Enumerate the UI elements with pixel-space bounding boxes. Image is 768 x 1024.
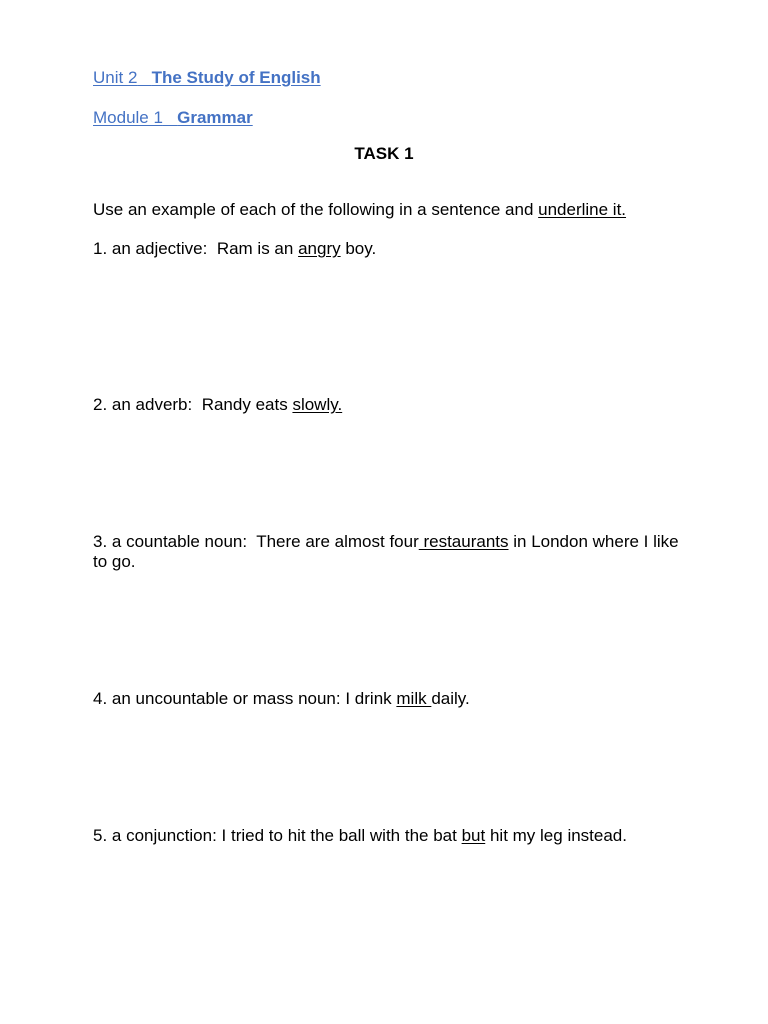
item-label: 3. a countable noun: (93, 532, 248, 551)
item-label: 5. a conjunction: (93, 826, 217, 845)
item-countable-noun (93, 532, 683, 572)
item-before: Randy eats (201, 395, 288, 414)
unit-link[interactable] (93, 68, 321, 87)
item-after: in London where I like to go. (93, 532, 679, 571)
module-prefix: Module 1 (93, 108, 163, 127)
item-underlined: restaurants (418, 532, 509, 551)
item-underlined: slowly. (292, 395, 343, 414)
item-uncountable-noun (93, 689, 470, 709)
item-before: There are almost four (256, 532, 419, 551)
item-after: hit my leg instead. (489, 826, 627, 845)
item-before: Ram is an (216, 239, 294, 258)
item-after: daily. (431, 689, 470, 708)
item-underlined: but (461, 826, 486, 845)
item-before: I tried to hit the ball with the bat (221, 826, 457, 845)
task-title: TASK 1 (354, 144, 414, 163)
instructions-text: Use an example of each of the following in a sentence and (93, 200, 534, 219)
module-heading[interactable] (93, 108, 253, 128)
item-adjective (93, 239, 376, 259)
unit-heading[interactable] (93, 68, 321, 88)
item-underlined: milk (396, 689, 432, 708)
item-adverb (93, 395, 342, 415)
item-underlined: angry (298, 239, 341, 258)
item-label: 4. an uncountable or mass noun: (93, 689, 341, 708)
instructions-underlined: underline it. (538, 200, 627, 219)
module-link[interactable] (93, 108, 253, 127)
item-label: 2. an adverb: (93, 395, 193, 414)
item-after: boy. (345, 239, 377, 258)
instructions (93, 200, 626, 220)
item-before: I drink (345, 689, 392, 708)
item-conjunction (93, 826, 627, 846)
unit-title: The Study of English (151, 68, 321, 87)
item-label: 1. an adjective: (93, 239, 208, 258)
unit-prefix: Unit 2 (93, 68, 138, 87)
module-title: Grammar (177, 108, 253, 127)
